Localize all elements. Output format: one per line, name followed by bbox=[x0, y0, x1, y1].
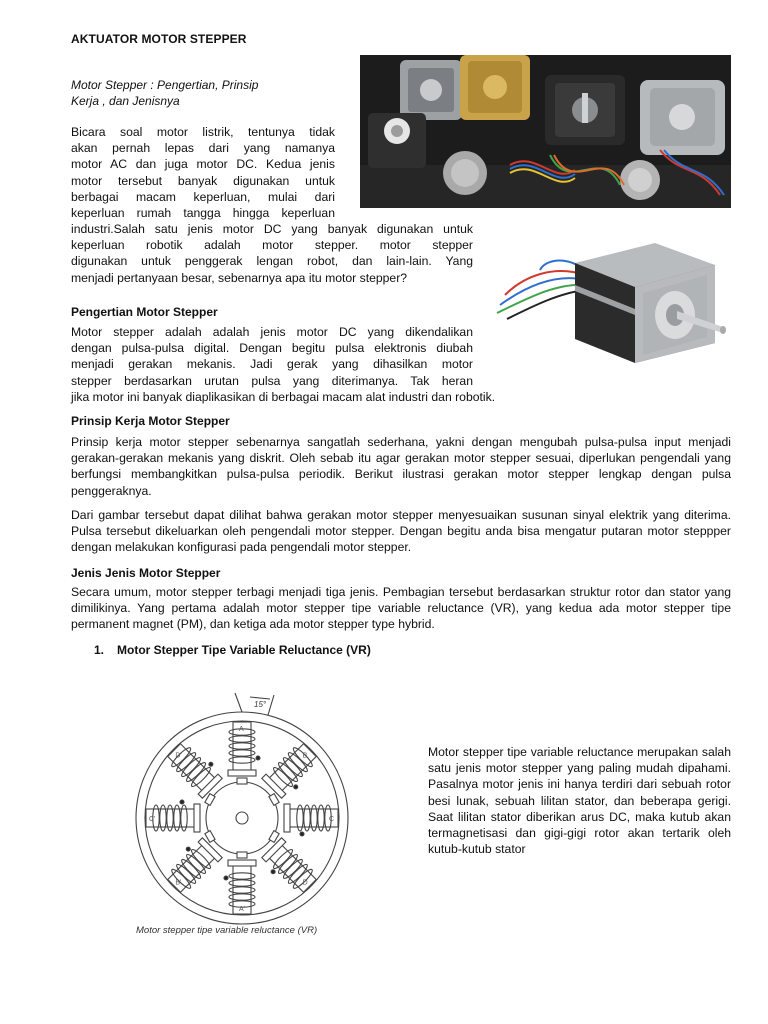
rotor-tooth bbox=[269, 794, 279, 806]
stator-pole bbox=[164, 737, 225, 798]
prinsip-paragraph-2: Dari gambar tersebut dapat dilihat bahwa gerakan motor stepper menyesuaikan susunan sinyal elektrik yang diterima. Pulsa tersebut dikeluarkan oleh pengendali motor stepper. Dengan begitu anda bisa mengatur putaran motor steppper dengan melakukan konfigurasi pada pengendali motor stepper. bbox=[71, 508, 731, 555]
intro-line: Bicara soal motor listrik, tentunya tidak bbox=[71, 125, 335, 139]
paragraph-line: menjadi gerakan mekanis. Jadi gerak yang dihasilkan motor bbox=[71, 357, 473, 372]
section-heading-pengertian: Pengertian Motor Stepper bbox=[71, 305, 218, 319]
pole-label: C' bbox=[149, 816, 156, 823]
subtitle-line-2: Kerja , dan Jenisnya bbox=[71, 94, 180, 108]
intro-line: digunakan untuk penggerak lengan robot, dan lain-lain. Yang bbox=[71, 254, 473, 269]
pengertian-paragraph bbox=[71, 324, 473, 389]
paragraph-line: stepper berdasarkan urutan pulsa yang diterimanya. Tak heran bbox=[71, 373, 473, 388]
stator-pole bbox=[161, 835, 222, 896]
article-subtitle bbox=[71, 77, 331, 109]
pole-label: C bbox=[329, 816, 335, 823]
intro-paragraph-narrow bbox=[71, 124, 335, 221]
section-heading-prinsip: Prinsip Kerja Motor Stepper bbox=[71, 414, 230, 428]
pole-label: B bbox=[302, 752, 308, 760]
document-title: AKTUATOR MOTOR STEPPER bbox=[71, 32, 247, 46]
intro-line: keperluan robotik adalah motor stepper. motor stepper bbox=[71, 238, 473, 253]
stepper-motors-photo bbox=[360, 55, 731, 208]
list-item-vr: Motor Stepper Tipe Variable Reluctance (VR) bbox=[117, 643, 371, 657]
rotor-tooth bbox=[237, 852, 247, 858]
rotor-tooth bbox=[205, 794, 215, 806]
intro-line: industri.Salah satu jenis motor DC yang banyak digunakan untuk bbox=[71, 222, 473, 236]
intro-line: akan pernah lepas dari yang namanya bbox=[71, 141, 335, 156]
vr-description: Motor stepper tipe variable reluctance merupakan salah satu jenis motor stepper yang paling mudah dipahami. Pasalnya motor jenis ini hanya terdiri dari sebuah rotor besi lunak, sebuah lilitan stator, dan beberapa gerigi. Saat lilitan stator diberikan arus DC, maka kutub akan termagnetisasi dan gigi-gigi rotor akan tertarik oleh kutub-kutub stator bbox=[428, 745, 731, 857]
pole-label: D' bbox=[175, 752, 182, 760]
pole-label: A bbox=[239, 726, 244, 733]
vr-motor-diagram bbox=[132, 685, 368, 940]
paragraph-line: dengan pulsa-pulsa digital. Dengan begitu pulsa elektronis diubah bbox=[71, 341, 473, 356]
paragraph-line: Motor stepper adalah adalah jenis motor DC yang dikendalikan bbox=[71, 325, 473, 339]
intro-line: keperluan rumah tangga hingga keperluan bbox=[71, 206, 335, 221]
list-number: 1. bbox=[94, 643, 105, 657]
intro-paragraph-mid bbox=[71, 221, 473, 286]
stator-pole bbox=[259, 838, 320, 899]
section-heading-jenis: Jenis Jenis Motor Stepper bbox=[71, 566, 221, 580]
intro-line: motor AC dan juga motor DC. Kedua jenis bbox=[71, 157, 335, 172]
diagram-caption: Motor stepper tipe variable reluctance (VR) bbox=[136, 925, 318, 936]
pole-label: A' bbox=[239, 906, 246, 913]
stator-pole bbox=[228, 722, 260, 776]
jenis-paragraph: Secara umum, motor stepper terbagi menjadi tiga jenis. Pembagian tersebut berdasarkan struktur rotor dan stator yang dimilikinya. Yang pertama adalah motor stepper tipe variable reluctance (VR), yang kedua ada motor stepper tipe permanent magnet (PM), dan ketiga ada motor stepper type hybrid. bbox=[71, 585, 731, 632]
subtitle-line-1: Motor Stepper : Pengertian, Prinsip bbox=[71, 78, 259, 92]
pole-label: B' bbox=[175, 879, 182, 887]
angle-label: 15° bbox=[254, 700, 267, 709]
intro-line: motor tersebut banyak digunakan untuk bbox=[71, 173, 335, 188]
pole-label: D bbox=[302, 879, 308, 887]
rotor-tooth bbox=[269, 831, 279, 843]
prinsip-paragraph-1: Prinsip kerja motor stepper sebenarnya sangatlah sederhana, yakni dengan mengubah pulsa-pulsa input menjadi gerakan-gerakan mekanis yang diskrit. Oleh sebab itu agar gerakan motor stepper sesuai, diperlukan pengendali yang berfungsi membangkitkan pulsa-pulsa periodik. Berikut ilustrasi gerakan motor stepper lengkap dengan pulsa penggeraknya. bbox=[71, 435, 731, 498]
pengertian-last-line: jika motor ini banyak diaplikasikan di berbagai macam alat industri dan robotik. bbox=[71, 390, 496, 404]
intro-line: berbagai macam keperluan, mulai dari bbox=[71, 189, 335, 204]
stator-pole bbox=[262, 740, 323, 801]
rotor-tooth bbox=[205, 831, 215, 843]
nema-stepper-photo bbox=[485, 235, 730, 385]
rotor-tooth bbox=[237, 778, 247, 784]
intro-line: menjadi pertanyaan besar, sebenarnya apa itu motor stepper? bbox=[71, 270, 408, 285]
